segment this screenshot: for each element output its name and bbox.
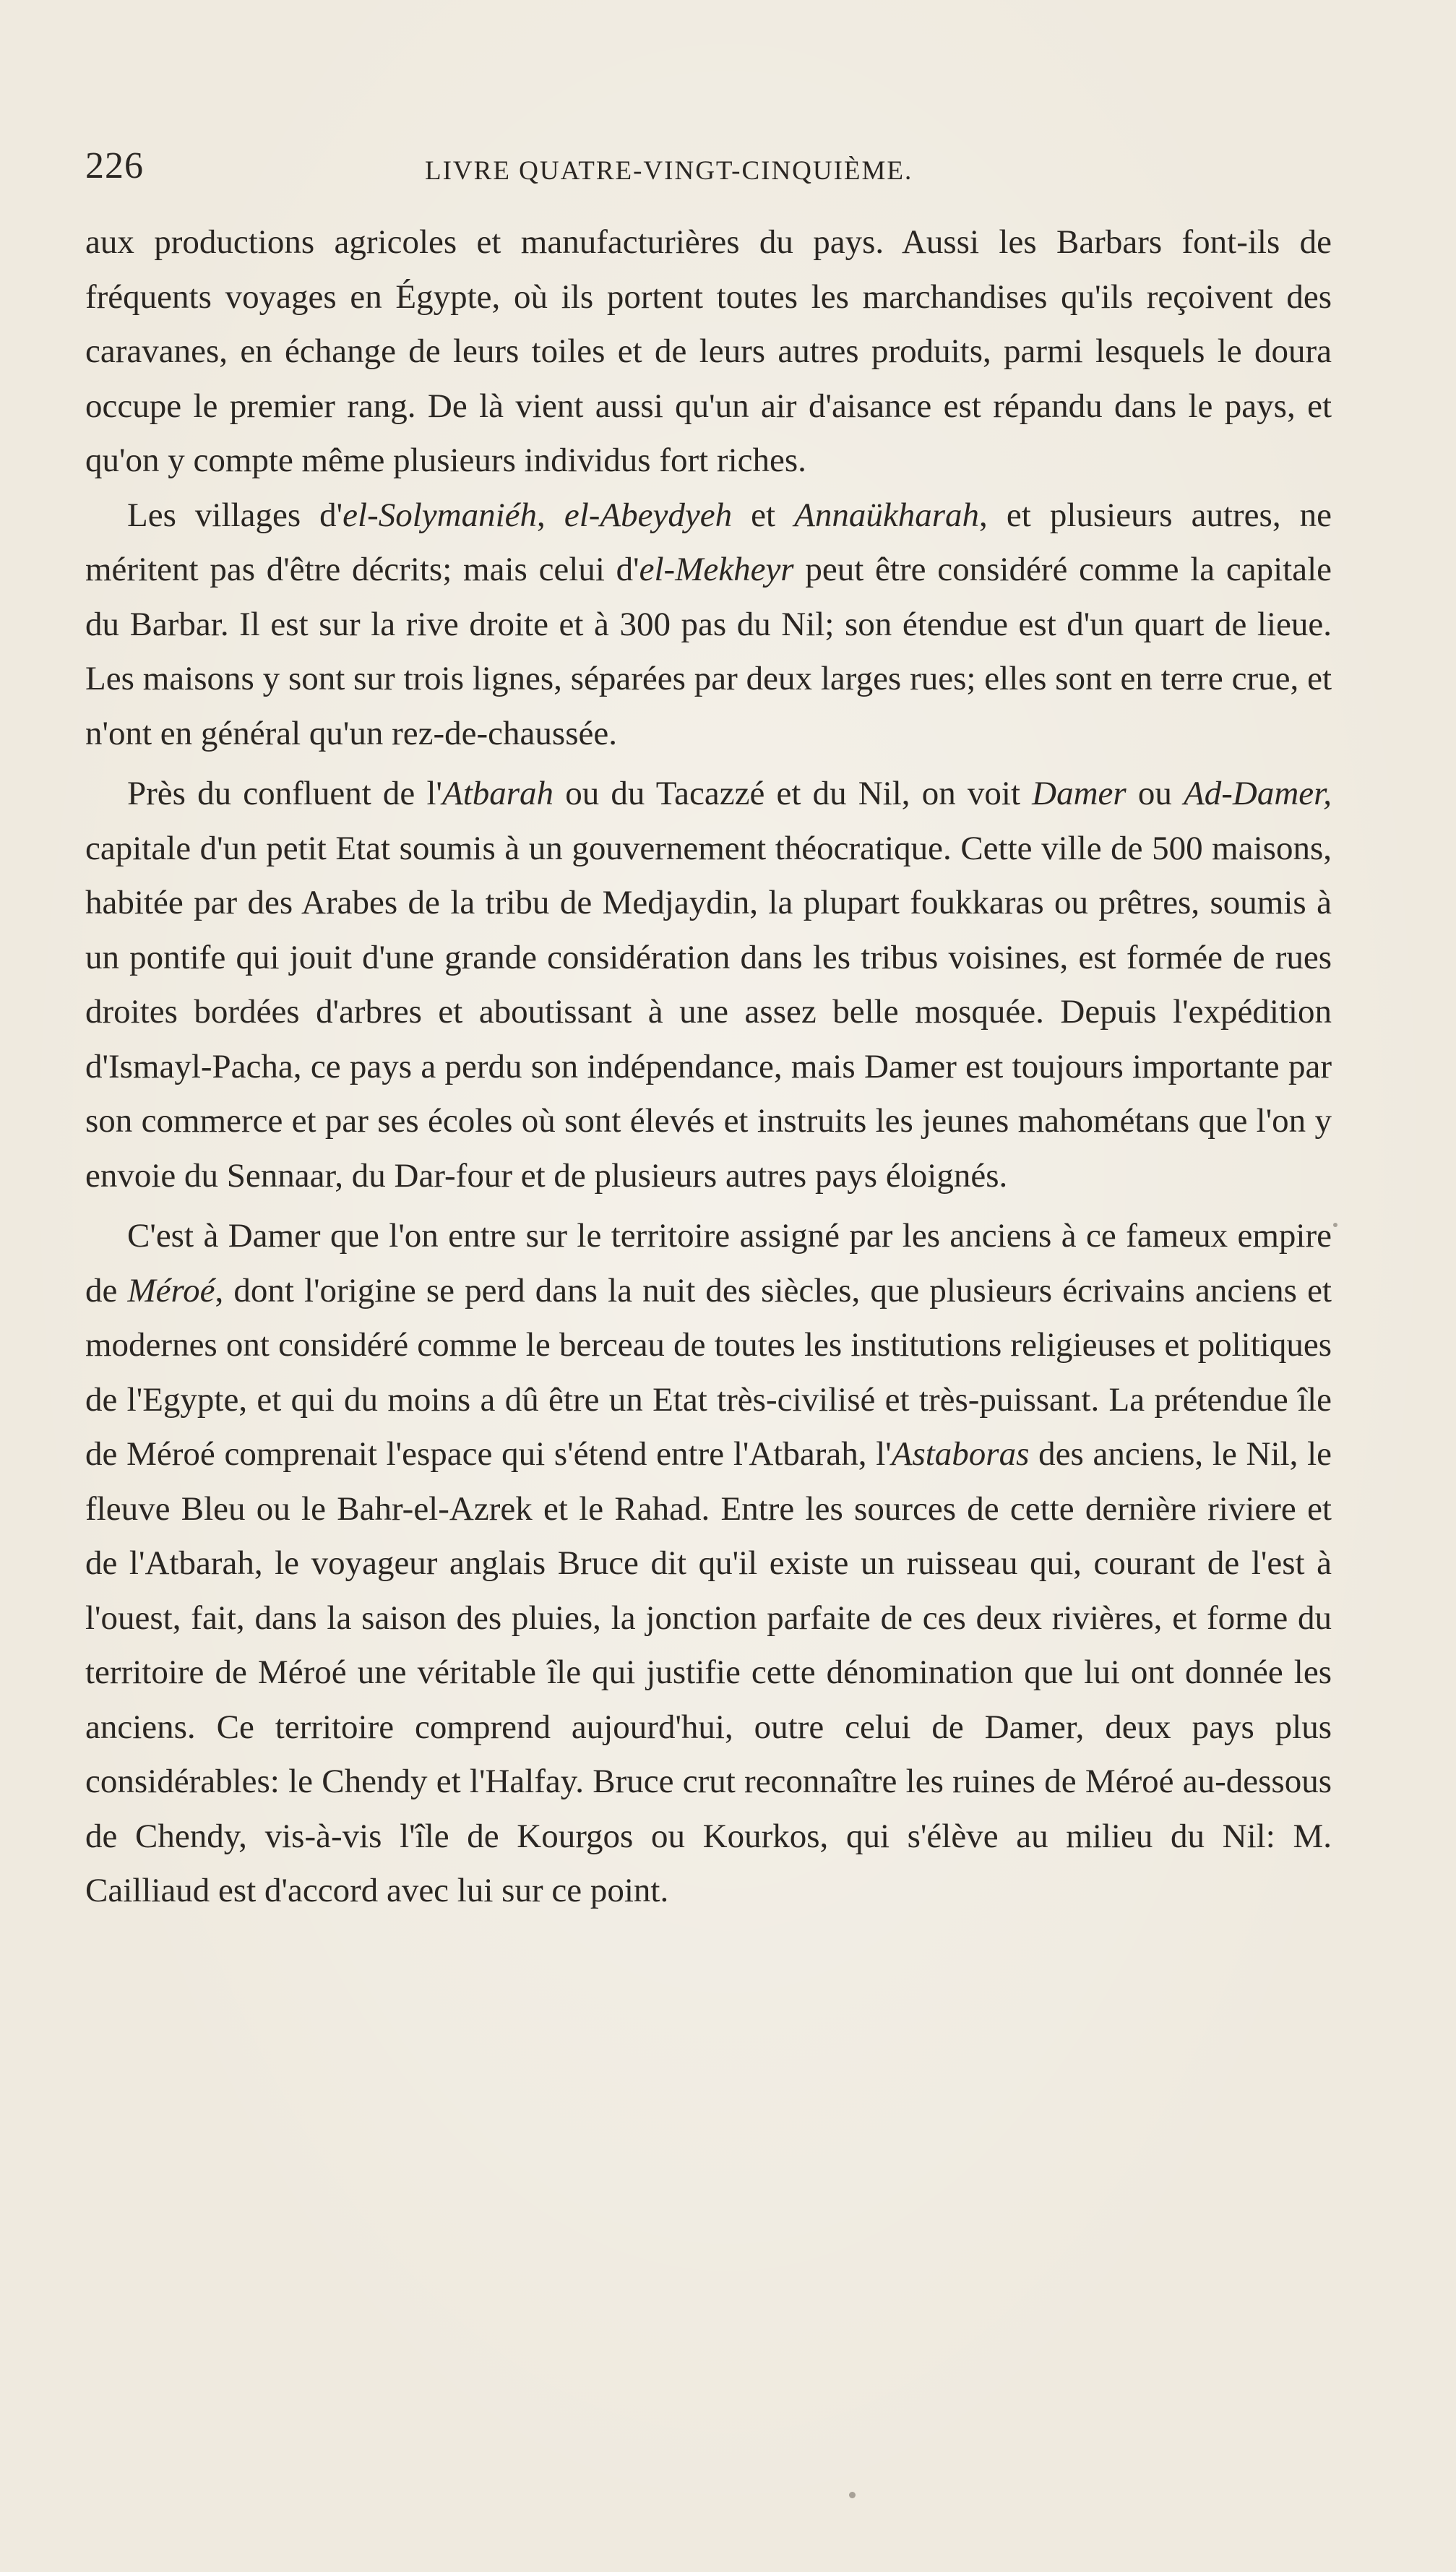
paragraph-4-run: , dont l'origine se perd dans la nuit des siècles, que plusieurs écrivains anciens et modernes ont considéré comme le berceau de toutes les institutions religieuses et politiques de l'Egypte, et qui du moins a dû être un Etat très-civilisé et très-puissant. La prétendue île de Méroé comprenait l'espace qui s'étend entre l'Atbarah, l'	[85, 1271, 1332, 1473]
place-name-ad-damer: Ad-Damer,	[1184, 775, 1332, 812]
paragraph-4	[85, 1209, 1332, 1919]
place-name-annakharah: Annaükharah	[794, 496, 980, 534]
place-name-el-abeydyeh: el-Abeydyeh	[564, 496, 733, 534]
running-title: LIVRE QUATRE-VINGT-CINQUIÈME.	[425, 156, 913, 186]
place-name-atbarah: Atbarah	[442, 775, 554, 812]
paragraph-2	[85, 489, 1332, 762]
paragraph-3	[85, 767, 1332, 1203]
paper-speck	[849, 2492, 856, 2498]
place-name-astaboras: Astaboras	[891, 1435, 1030, 1473]
paragraph-3-run: capitale d'un petit Etat soumis à un gouvernement théocratique. Cette ville de 500 maisons, habitée par des Arabes de la tribu de Medjaydin, la plupart foukkaras ou prêtres, soumis à un pontife qui jouit d'une grande considération dans les tribus voisines, est formée de rues droites bordées d'arbres et aboutissant à une assez belle mosquée. Depuis l'expédition d'Ismayl-Pacha, ce pays a perdu son indépendance, mais Damer est toujours importante par son commerce et par ses écoles où sont élevés et instruits les jeunes mahométans que l'on y envoie du Sennaar, du Dar-four et de plusieurs autres pays éloignés.	[85, 829, 1332, 1195]
paragraph-1	[85, 215, 1332, 489]
paragraph-2-run: ,	[537, 496, 564, 534]
place-name-el-mekheyr: el-Mekheyr	[639, 551, 794, 588]
place-name-el-solymanieh: el-Solymaniéh	[343, 496, 538, 534]
paragraph-3-run: ou	[1126, 775, 1184, 812]
paper-speck	[1333, 1223, 1337, 1227]
body-text	[85, 215, 1332, 1919]
page-number: 226	[85, 145, 144, 186]
paragraph-2-run: , et plusieurs autres, ne méritent pas d'être décrits; mais celui d'	[85, 496, 1332, 588]
paragraph-1-text: aux productions agricoles et manufacturières du pays. Aussi les Barbars font-ils de fréquents voyages en Égypte, où ils portent toutes les marchandises qu'ils reçoivent des caravanes, en échange de leurs toiles et de leurs autres produits, parmi lesquels le doura occupe le premier rang. De là vient aussi qu'un air d'aisance est répandu dans le pays, et qu'on y compte même plusieurs individus fort riches.	[85, 223, 1332, 479]
paragraph-3-run: ou du Tacazzé et du Nil, on voit	[553, 775, 1033, 812]
paragraph-2-run: Les villages d'	[127, 496, 343, 534]
paragraph-4-run: des anciens, le Nil, le fleuve Bleu ou le Bahr-el-Azrek et le Rahad. Entre les sources de cette dernière riviere et de l'Atbarah, le voyageur anglais Bruce dit qu'il existe un ruisseau qui, courant de l'est à l'ouest, fait, dans la saison des pluies, la jonction parfaite de ces deux rivières, et forme du territoire de Méroé une véritable île qui justifie cette dénomination que lui ont donnée les anciens. Ce territoire comprend aujourd'hui, outre celui de Damer, deux pays plus considérables: le Chendy et l'Halfay. Bruce crut reconnaître les ruines de Méroé au-dessous de Chendy, vis-à-vis l'île de Kourgos ou Kourkos, qui s'élève au milieu du Nil: M. Cailliaud est d'accord avec lui sur ce point.	[85, 1435, 1332, 1909]
paragraph-2-run: peut être considéré comme la capitale du Barbar. Il est sur la rive droite et à 300 pas du Nil; son étendue est d'un quart de lieue. Les maisons y sont sur trois lignes, séparées par deux larges rues; elles sont en terre crue, et n'ont en général qu'un rez-de-chaussée.	[85, 551, 1332, 752]
place-name-damer: Damer	[1032, 775, 1127, 812]
paragraph-4-run: C'est à Damer que l'on entre sur le territoire assigné par les anciens à ce fameux empire de	[85, 1217, 1332, 1309]
paragraph-3-run: Près du confluent de l'	[127, 775, 442, 812]
place-name-meroe: Méroé	[127, 1271, 215, 1309]
paragraph-2-run: et	[732, 496, 795, 534]
running-head	[85, 145, 1332, 195]
